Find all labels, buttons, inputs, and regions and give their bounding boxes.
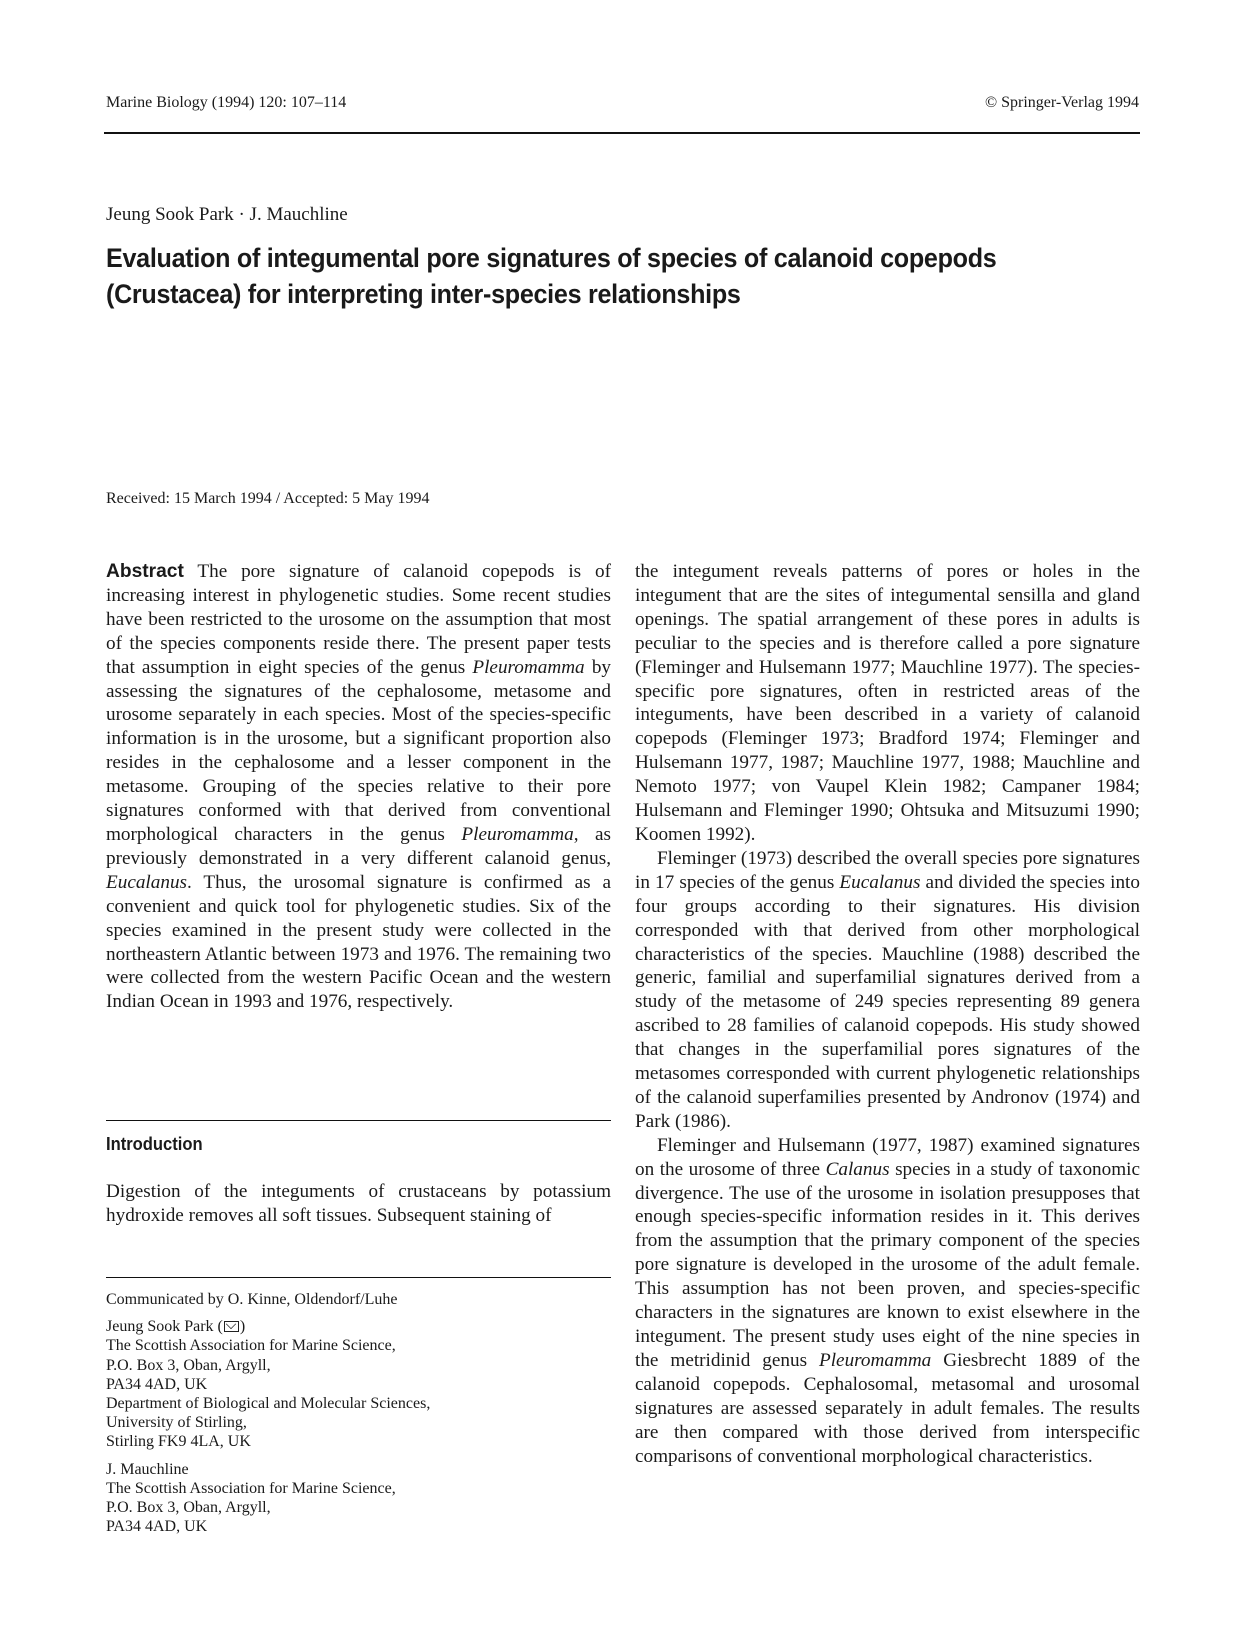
address-line: The Scottish Association for Marine Science, bbox=[106, 1479, 396, 1497]
genus-name: Pleuromamma bbox=[472, 656, 585, 678]
footnotes bbox=[106, 1290, 611, 1544]
introduction-paragraph: Digestion of the integuments of crustaceans by potassium hydroxide removes all soft tissues. Subsequent staining of bbox=[106, 1181, 611, 1226]
body-text: Giesbrecht 1889 of the calanoid copepods. Cephalosomal, metasomal and urosomal signatures are assessed separately in adult females. The results are then compared with those derived from interspecific comparisons of conventional morphological characteristics. bbox=[635, 1349, 1140, 1467]
right-column bbox=[635, 560, 1140, 1468]
article-title: Evaluation of integumental pore signatures of species of calanoid copepods (Crustacea) for interpreting inter-species relationships bbox=[106, 243, 997, 309]
author2-name: J. Mauchline bbox=[106, 1460, 189, 1478]
address-line: University of Stirling, bbox=[106, 1414, 247, 1432]
body-text: and divided the species into four groups according to their signatures. His division corresponded with that derived from other morphological characteristics of the species. Mauchline (1988) described the generic, familial and superfamilial signatures derived from a study of the metasome of 249 species representing 89 genera ascribed to 28 families of calanoid copepods. His study showed that changes in the superfamilial pores signatures of the metasomes corresponded with current phylogenetic relationships of the calanoid superfamilies presented by Andronov (1974) and Park (1986). bbox=[635, 871, 1140, 1132]
genus-name: Pleuromamma bbox=[819, 1349, 932, 1371]
section-rule bbox=[106, 1120, 611, 1121]
author1-name: Jeung Sook Park ( bbox=[106, 1318, 223, 1336]
abstract-paragraph bbox=[106, 560, 611, 1014]
journal-citation: Marine Biology (1994) 120: 107–114 bbox=[106, 94, 347, 111]
address-line: Stirling FK9 4LA, UK bbox=[106, 1433, 251, 1451]
body-text: species in a study of taxonomic divergence. The use of the urosome in isolation presupposes that enough species-specific information resides in it. This derives from the assumption that the primary component of the species pore signature is developed in the urosome of the adult female. This assumption has not been proven, and species-specific characters in the signatures are known to exist elsewhere in the integument. The present study uses eight of the nine species in the metridinid genus bbox=[635, 1158, 1141, 1371]
left-column bbox=[106, 560, 611, 1014]
body-paragraph bbox=[635, 847, 1140, 1134]
abstract-text: by assessing the signatures of the cephalosome, metasome and urosome separately in each species. Most of the species-specific information is in the urosome, but a significant proportion also resides in the cephalosome and a lesser component in the metasome. Grouping of the species relative to their pore signatures conformed with that derived from conventional morphological characters in the genus bbox=[106, 656, 612, 845]
copyright-notice: © Springer-Verlag 1994 bbox=[984, 94, 1139, 111]
author1-name-end: ) bbox=[239, 1318, 246, 1336]
body-paragraph bbox=[635, 1134, 1140, 1469]
authors-line: Jeung Sook Park · J. Mauchline bbox=[106, 204, 348, 225]
body-text: Fleminger (1973) described the overall species pore signatures in 17 species of the genus bbox=[635, 847, 1140, 893]
header-rule bbox=[104, 132, 1140, 134]
footnote-rule bbox=[106, 1277, 611, 1278]
body-text: Fleminger and Hulsemann (1977, 1987) examined signatures on the urosome of three bbox=[635, 1134, 1140, 1180]
genus-name: Eucalanus bbox=[106, 871, 188, 893]
genus-name: Calanus bbox=[825, 1158, 890, 1180]
address-line: Department of Biological and Molecular Sciences, bbox=[106, 1395, 431, 1413]
received-dates: Received: 15 March 1994 / Accepted: 5 May 1994 bbox=[106, 490, 430, 507]
abstract-text: , as previously demonstrated in a very different calanoid genus, bbox=[106, 823, 611, 869]
communicated-by: Communicated by O. Kinne, Oldendorf/Luhe bbox=[106, 1291, 398, 1308]
author2-affiliation bbox=[106, 1460, 611, 1537]
abstract-text: The pore signature of calanoid copepods is of increasing interest in phylogenetic studies. Some recent studies have been restricted to the urosome on the assumption that most of the species components reside there. The present paper tests that assumption in eight species of the genus bbox=[106, 561, 611, 678]
author1-name-line bbox=[106, 1317, 611, 1336]
abstract-label: Abstract bbox=[106, 561, 184, 582]
body-paragraph: the integument reveals patterns of pores or holes in the integument that are the sites of integumental sensilla and gland openings. The spatial arrangement of these pores in adults is peculiar to the species and is therefore called a pore signature (Fleminger and Hulsemann 1977; Mauchline 1977). The species-specific pore signatures, often in restricted areas of the integuments, have been described in a variety of calanoid copepods (Fleminger 1973; Bradford 1974; Fleminger and Hulsemann 1977, 1987; Mauchline 1977, 1988; Mauchline and Nemoto 1977; von Vaupel Klein 1982; Campaner 1984; Hulsemann and Fleminger 1990; Ohtsuka and Mitsuzumi 1990; Koomen 1992). bbox=[635, 561, 1140, 845]
abstract-text: . Thus, the urosomal signature is confirmed as a convenient and quick tool for phylogenetic studies. Six of the species examined in the present study were collected in the northeastern Atlantic between 1973 and 1976. The remaining two were collected from the western Pacific Ocean and the western Indian Ocean in 1993 and 1976, respectively. bbox=[106, 871, 611, 1013]
address-line: The Scottish Association for Marine Science, bbox=[106, 1337, 396, 1355]
genus-name: Eucalanus bbox=[839, 871, 921, 893]
introduction-heading: Introduction bbox=[106, 1134, 203, 1154]
introduction-text bbox=[106, 1180, 611, 1228]
genus-name: Pleuromamma bbox=[461, 823, 574, 845]
address-line: PA34 4AD, UK bbox=[106, 1375, 208, 1393]
address-line: P.O. Box 3, Oban, Argyll, bbox=[106, 1356, 271, 1374]
address-line: PA34 4AD, UK bbox=[106, 1518, 208, 1536]
author1-affiliation bbox=[106, 1317, 611, 1451]
address-line: P.O. Box 3, Oban, Argyll, bbox=[106, 1499, 271, 1517]
envelope-icon bbox=[224, 1321, 239, 1332]
